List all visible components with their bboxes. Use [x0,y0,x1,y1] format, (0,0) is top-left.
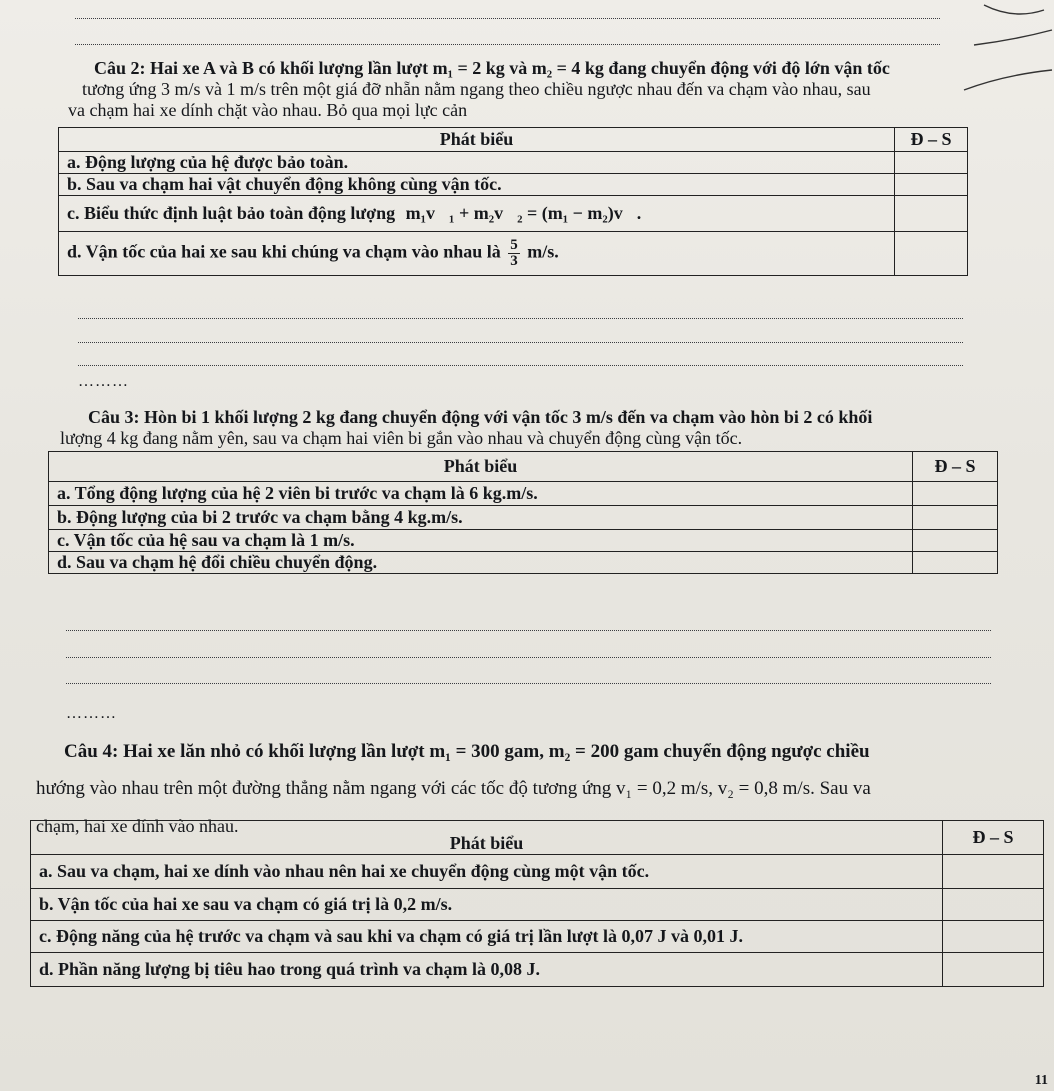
answer-cell-b[interactable] [913,506,998,530]
answer-cell-d[interactable] [895,232,968,276]
answer-line [78,365,963,366]
answer-line [66,630,991,631]
question-4-line-1: Câu 4: Hai xe lăn nhỏ có khối lượng lần lượt m₁ = 300 gam, m₂ = 200 gam chuyển động ngược chiều [64,741,870,762]
page-number: 11 [1034,1073,1048,1088]
statement-d-text: d. Vận tốc của hai xe sau khi chúng va chạm vào nhau là [67,241,501,262]
answer-line [66,657,991,658]
question-3-text [60,407,872,449]
answer-cell-c[interactable] [913,530,998,552]
question-3-line-1: Câu 3: Hòn bi 1 khối lượng 2 kg đang chuyển động với vận tốc 3 m/s đến va chạm vào hòn bi 2 có khối [88,407,873,427]
answer-cell-b[interactable] [895,174,968,196]
question-4-line-3: chạm, hai xe dính vào nhau. [36,816,239,836]
binding-curve-decoration [944,0,1054,120]
statement-b: b. Động lượng của bi 2 trước va chạm bằng 4 kg.m/s. [49,506,913,530]
statement-d [59,232,895,276]
question-4-line-2: hướng vào nhau trên một đường thẳng nằm ngang với các tốc độ tương ứng v₁ = 0,2 m/s, v₂ = 0,8 m/s. Sau va [36,778,871,800]
answer-dots: ……… [66,705,117,722]
answer-cell-d[interactable] [913,552,998,574]
question-2-text [60,58,890,122]
answer-dots: ……… [78,373,129,390]
statement-a: a. Tổng động lượng của hệ 2 viên bi trước va chạm là 6 kg.m/s. [49,482,913,506]
statement-c: c. Động năng của hệ trước va chạm và sau khi va chạm có giá trị lần lượt là 0,07 J và 0,01 J. [31,921,943,953]
answer-line [78,318,963,319]
answer-cell-a[interactable] [895,152,968,174]
question-2-line-2: tương ứng 3 m/s và 1 m/s trên một giá đỡ nhẵn nằm ngang theo chiều ngược nhau đến va chạm vào nhau, sau [82,79,871,100]
velocity-unit: m/s. [527,241,559,262]
question-4-table [30,820,1044,987]
question-2-line-3: va chạm hai xe dính chặt vào nhau. Bỏ qua mọi lực cản [68,100,468,121]
question-2-line-1: Câu 2: Hai xe A và B có khối lượng lần lượt m₁ = 2 kg và m₂ = 4 kg đang chuyển động với độ lớn vận tốc [94,58,890,78]
table-header-ds: Đ – S [895,128,968,152]
question-3-line-2: lượng 4 kg đang nằm yên, sau va chạm hai viên bi gắn vào nhau và chuyển động cùng vận tốc. [60,428,743,449]
question-3-table [48,451,998,574]
answer-cell-a[interactable] [943,855,1044,889]
statement-a: a. Động lượng của hệ được bảo toàn. [59,152,895,174]
answer-line [66,683,991,684]
table-header-statement: Phát biểu [59,128,895,152]
table-header-statement: Phát biểu [49,452,913,482]
answer-cell-c[interactable] [895,196,968,232]
statement-b: b. Vận tốc của hai xe sau va chạm có giá trị là 0,2 m/s. [31,889,943,921]
velocity-fraction: $\frac{5}{3}$ [510,237,518,269]
statement-c: c. Vận tốc của hệ sau va chạm là 1 m/s. [49,530,913,552]
table-header-ds: Đ – S [943,821,1044,855]
answer-line [78,342,963,343]
answer-line [75,44,940,45]
question-4-text [36,733,871,807]
answer-cell-c[interactable] [943,921,1044,953]
answer-line [75,18,940,19]
statement-a: a. Sau va chạm, hai xe dính vào nhau nên hai xe chuyển động cùng một vận tốc. [31,855,943,889]
statement-d: d. Phần năng lượng bị tiêu hao trong quá trình va chạm là 0,08 J. [31,953,943,987]
question-2-table [58,127,968,276]
answer-cell-a[interactable] [913,482,998,506]
statement-b: b. Sau va chạm hai vật chuyển động không cùng vận tốc. [59,174,895,196]
momentum-formula: m₁v⃗₁ + m₂v⃗₂ = (m₁ − m₂)v⃗. [405,203,642,223]
answer-cell-d[interactable] [943,953,1044,987]
table-header-statement: Phát biểu [31,821,943,855]
statement-d: d. Sau va chạm hệ đổi chiều chuyển động. [49,552,913,574]
statement-c-text: c. Biểu thức định luật bảo toàn động lượng [67,203,396,223]
table-header-ds: Đ – S [913,452,998,482]
statement-c [59,196,895,232]
answer-cell-b[interactable] [943,889,1044,921]
